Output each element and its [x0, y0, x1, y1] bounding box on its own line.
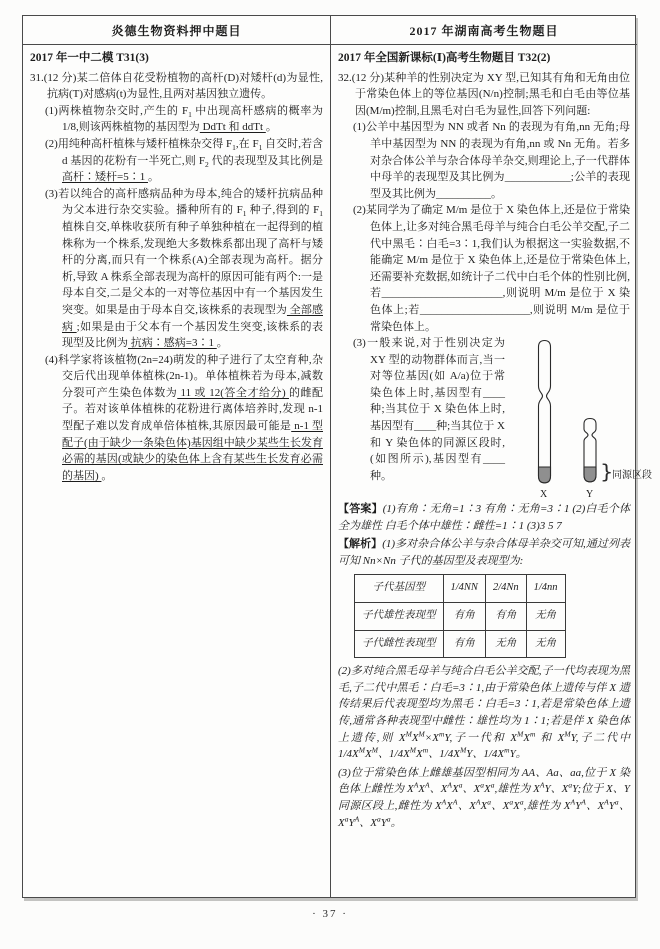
genotype-table-cell: 子代基因型	[355, 575, 444, 603]
header-cell-exam	[331, 16, 637, 45]
genotype-table-cell: 2/4Nn	[485, 575, 526, 603]
analysis-intro: (1)多对杂合体公羊与杂合体母羊杂交可知,通过列表可知 Nn×Nn 子代的基因型及表现型为:	[338, 538, 630, 567]
genotype-table-cell: 无角	[526, 630, 565, 658]
genotype-table-cell: 1/4NN	[443, 575, 485, 603]
page-number: · 37 ·	[312, 908, 348, 920]
x-chromosome-diagram	[536, 339, 553, 485]
answer-label: 【答案】	[338, 503, 383, 516]
genotype-table-row	[355, 575, 566, 603]
genotype-table-cell: 有角	[443, 630, 485, 658]
answer-block	[338, 501, 630, 534]
header-exam-label: 2017 年湖南高考生物题目	[409, 23, 559, 38]
left-column-title: 2017 年一中二模 T31(3)	[30, 52, 149, 64]
question-31-item-2: (2)用纯种高杆植株与矮杆植株杂交得 $F_1$,在 $F_1$ 自交时,若含 d 基因的花粉有一半死亡,则 $F_2$ 代的表现型及其比例是 高杆∶矮杆=5∶1 。	[45, 137, 323, 184]
question-32-item-1: (1)公羊中基因型为 NN 或者 Nn 的表现为有角,nn 无角;母羊中基因型为 NN 的表现为有角,nn 或 Nn 无角。若多对杂合体公羊与杂合体母羊杂交,则理论上,子一代群体中母羊的表现型及其比例为____________;公羊的表现型及其比例为__________。	[353, 121, 630, 200]
chromosome-label-x: X	[540, 489, 548, 501]
chromosome-label-y: Y	[586, 489, 594, 501]
question-32-item-3: (3)一般来说,对于性别决定为 XY 型的动物群体而言,当一对等位基因(如 A/a)位于常染色体上时,基因型有____种;当其位于 X 染色体上时,基因型有____种;当其位于 X 和 Y 染色体的同源区段时,(如图所示),基因型有____种。	[353, 337, 505, 482]
y-chromosome-diagram	[582, 417, 598, 484]
analysis-block	[338, 536, 630, 569]
y-chromosome-homologous-region	[584, 467, 596, 482]
left-column-cell	[23, 45, 331, 897]
question-31-item-1: (1)两株植物杂交时,产生的 $F_1$ 中出现高杆感病的概率为 1/8,则该两株植物的基因型为 DdTt 和 ddTt 。	[45, 104, 323, 134]
right-column-cell	[331, 45, 652, 897]
analysis-paragraph-2: (2)多对纯合黑毛母羊与纯合白毛公羊交配,子一代均表现为黑毛,子二代中黑毛∶白毛=3∶1,由于常染色体上遗传与伴 X 遗传结果后代表现型均为黑毛∶白毛=3∶1,若是常染色体上遗传,通常各种表现型中雌性∶雄性均为 1∶1;若是伴 X 染色体上遗传,则 $X^MX^M\times X^mY$,子一代和 $X^MX^m$ 和 $X^MY$,子二代中 $1/4X^MX^M$、$1/4X^MX^m$、$1/4X^MY$、$1/4X^mY$。	[338, 665, 630, 761]
genotype-table-cell: 无角	[526, 603, 565, 631]
analysis-paragraph-3: (3)位于常染色体上雌雄基因型相同为 AA、Aa、aa,位于 X 染色体上雌性为 $X^AX^A$、$X^AX^a$、$X^aX^a$,雄性为 $X^AY$、$X^aY$;位于 X、Y 同源区段上,雌性为 $X^AX^A$、$X^AX^a$、$X^aX^a$,雄性为 $X^AY^A$、$X^AY^a$、$X^aY^A$、$X^aY^a$。	[338, 766, 630, 829]
genotype-table-cell: 1/4nn	[526, 575, 565, 603]
genotype-table-cell: 有角	[443, 603, 485, 631]
analysis-label: 【解析】	[338, 538, 383, 551]
genotype-table-cell: 子代雄性表现型	[355, 603, 444, 631]
header-cell-source	[23, 16, 331, 45]
chromosome-figure	[510, 339, 652, 501]
question-31-item-4: (4)科学家将该植物(2n=24)萌发的种子进行了太空育种,杂交后代出现单体植株(2n-1)。单体植株若为母本,减数分裂可产生染色体数为 11 或 12(答全才给分) 的雌配子。若对该单体植株的花粉进行离体培养时,发现 n-1 型配子难以发育成单倍体植株,其原因最可能是 n-1 型配子(由于缺少一条染色体)基因组中缺少某些生长发育必需的基因(或缺少的染色体上含有某些生长发育必需的基因) 。	[45, 353, 324, 482]
x-chromosome-homologous-region	[539, 467, 551, 483]
genotype-table-cell: 无角	[485, 630, 526, 658]
header-source-label: 炎德生物资料押中题目	[111, 23, 242, 38]
genotype-table-row	[355, 603, 566, 631]
x-chromosome-outline	[539, 341, 551, 483]
genotype-table	[354, 574, 566, 658]
genotype-table-cell: 子代雌性表现型	[355, 630, 444, 658]
comparison-table	[22, 15, 652, 898]
question-32-item-3-wrap	[338, 335, 652, 501]
question-31: 31.(12 分)某二倍体自花受粉植物的高杆(D)对矮杆(d)为显性,抗病(T)对感病(t)为显性,且两对基因独立遗传。	[30, 71, 323, 101]
homologous-region-label: 同源区段	[612, 470, 652, 482]
question-32: 32.(12 分)某种羊的性别决定为 XY 型,已知其有角和无角由位于常染色体上的等位基因(N/n)控制;黑毛和白毛由等位基因(M/m)控制,且黑毛对白毛为显性,回答下列问题:	[338, 71, 630, 117]
question-32-item-2: (2)某同学为了确定 M/m 是位于 X 染色体上,还是位于常染色体上,让多对纯合黑毛母羊与纯合白毛公羊交配,子二代中黑毛∶白毛=3∶1,我们认为根据这一实验数据,不能确定 M/m 是位于 X 染色体上,还是位于常染色体上,还需要补充数据,如统计子二代中白毛个体的性别比例,若______________________,则说明 M/m 是位于 X 染色体上;若____________________,则说明 M/m 是位于常染色体上。	[353, 204, 630, 333]
genotype-table-body	[355, 575, 566, 658]
genotype-table-row	[355, 630, 566, 658]
answer-text: (1)有角∶无角=1∶3 有角∶无角=3∶1 (2)白毛个体全为雄性 白毛个体中雄性∶雌性=1∶1 (3)3 5 7	[338, 503, 631, 532]
right-column-title: 2017 年全国新课标(Ⅰ)高考生物题目 T32(2)	[338, 52, 551, 64]
question-31-item-3: (3)若以纯合的高杆感病品种为母本,纯合的矮杆抗病品种为父本进行杂交实验。播种所有的 $F_1$ 种子,得到的 $F_1$ 植株自交,单株收获所有种子单独种植在一起得到的植株称为一个株系,发现绝大多数株系都出现了高杆与矮杆的分离,而只有一个株系(A)全部表现为高杆。据分析,导致 A 株系全部表现为高杆的原因可能有两个:一是母本自交,二是父本的一对等位基因中有一个基因发生突变。如果是由于母本自交,该株系的表现型为 全部感病 ;如果是由于父本有一个基因发生突变,该株系的表现型及比例为 抗病∶感病=3∶1 。	[45, 187, 323, 350]
genotype-table-cell: 有角	[485, 603, 526, 631]
homologous-region-brace-icon: }	[600, 460, 614, 484]
